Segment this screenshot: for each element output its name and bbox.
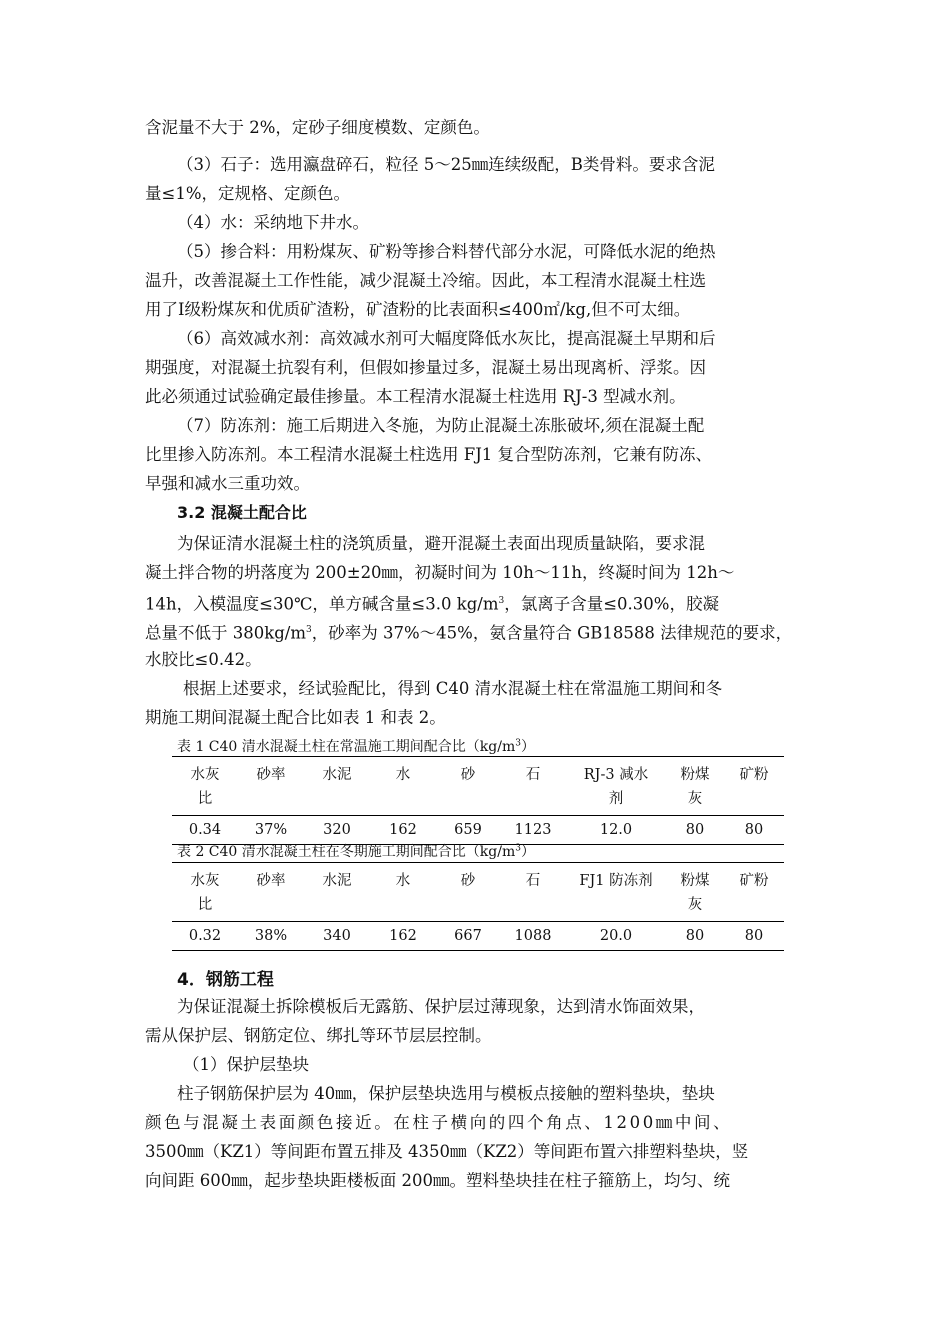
paragraph-antifreeze: （7）防冻剂：施工后期进入冬施，为防止混凝土冻胀破坏,须在混凝土配	[177, 416, 705, 435]
table-2-caption: 表 2 C40 清水混凝土柱在冬期施工期间配合比$(kg/m^3)$	[177, 843, 535, 860]
section-heading-4: 4．钢筋工程	[177, 970, 274, 990]
paragraph-reducer-cont: 此必须通过试验确定最佳掺量。本工程清水混凝土柱选用 RJ-3 型减水剂。	[145, 387, 686, 406]
table-cell: 80	[666, 922, 724, 951]
table-cell: 12.0	[566, 816, 666, 845]
paragraph-cover-block-cont: 3500㎜（KZ1）等间距布置五排及 4350㎜（KZ2）等间距布置六排塑料垫块，竖	[145, 1142, 749, 1161]
table-cell: 667	[436, 922, 500, 951]
header-cell: 砂率	[256, 767, 286, 783]
table-row	[172, 922, 784, 951]
table-cell: 20.0	[566, 922, 666, 951]
header-cell: 水灰 比	[190, 873, 220, 913]
header-cell: 水泥	[322, 767, 352, 783]
paragraph-mix-requirements-cont: 水胶比≤0.42。	[145, 650, 262, 669]
table-header-row	[172, 863, 784, 922]
table-cell: 340	[304, 922, 370, 951]
paragraph-cover-block-cont: 向间距 600㎜，起步垫块距楼板面 200㎜。塑料垫块挂在柱子箍筋上，均匀、统	[145, 1171, 730, 1190]
table-cell: 37%	[238, 816, 304, 845]
table-cell: 80	[724, 922, 784, 951]
table-cell: 162	[370, 922, 436, 951]
paragraph-mix-result-cont: 期施工期间混凝土配合比如表 1 和表 2。	[145, 708, 446, 727]
paragraph-admixture-cont: 温升，改善混凝土工作性能，减少混凝土冷缩。因此，本工程清水混凝土柱选	[145, 271, 706, 290]
table-cell: 1123	[500, 816, 566, 845]
header-cell: 石	[525, 873, 541, 889]
paragraph-mix-requirements-cont: 凝土拌合物的坍落度为 200±20㎜，初凝时间为 10h～11h，终凝时间为 12h～	[145, 563, 735, 582]
table-cell: 80	[724, 816, 784, 845]
paragraph-cover-block-cont: 颜色与混凝土表面颜色接近。在柱子横向的四个角点、1200㎜中间、	[145, 1113, 733, 1132]
paragraph-rebar-intro: 为保证混凝土拆除模板后无露筋、保护层过薄现象，达到清水饰面效果，	[177, 997, 705, 1016]
mix-table-1	[172, 756, 784, 845]
table-cell: 659	[436, 816, 500, 845]
table-cell: 162	[370, 816, 436, 845]
paragraph-reducer: （6）高效减水剂：高效减水剂可大幅度降低水灰比，提高混凝土早期和后	[177, 329, 716, 348]
header-cell: RJ-3 减水 剂	[583, 767, 649, 807]
header-cell: FJ1 防冻剂	[579, 873, 653, 889]
paragraph-stone-cont: 量≤1%，定规格、定颜色。	[145, 184, 351, 203]
paragraph-stone: （3）石子：选用瀛盘碎石，粒径 5～25㎜连续级配，B类骨料。要求含泥	[177, 155, 715, 174]
superscript-3: 3	[498, 596, 505, 606]
header-cell: 水	[395, 873, 411, 889]
table-cell: 38%	[238, 922, 304, 951]
paragraph-admixture: （5）掺合料：用粉煤灰、矿粉等掺合料替代部分水泥，可降低水泥的绝热	[177, 242, 716, 261]
header-cell: 矿粉	[739, 767, 769, 783]
paragraph-rebar-intro-cont: 需从保护层、钢筋定位、绑扎等环节层层控制。	[145, 1026, 492, 1045]
header-cell: 水	[395, 767, 411, 783]
paragraph-sand-end: 含泥量不大于 2%，定砂子细度模数、定颜色。	[145, 118, 490, 137]
header-cell: 砂率	[256, 873, 286, 889]
header-cell: 石	[525, 767, 541, 783]
header-cell: 砂	[460, 767, 476, 783]
paragraph-water: （4）水：采纳地下井水。	[177, 213, 369, 232]
paragraph-cover-block: 柱子钢筋保护层为 40㎜，保护层垫块选用与模板点接触的塑料垫块，垫块	[177, 1084, 715, 1103]
table-cell: 0.34	[172, 816, 238, 845]
table-cell: 1088	[500, 922, 566, 951]
header-cell: 粉煤 灰	[680, 767, 710, 807]
paragraph-admixture-cont: 用了Ⅰ级粉煤灰和优质矿渣粉，矿渣粉的比表面积≤400㎡/kg,但不可太细。	[145, 300, 691, 319]
paragraph-antifreeze-cont: 早强和减水三重功效。	[145, 474, 310, 493]
paragraph-mix-requirements-cont: 14h，入模温度≤30℃，单方碱含量≤3.0 $kg/m^3$，氯离子含量≤0.30%，胶凝	[145, 594, 719, 614]
header-cell: 矿粉	[739, 873, 769, 889]
table-cell: 0.32	[172, 922, 238, 951]
paragraph-mix-requirements: 为保证清水混凝土柱的浇筑质量，避开混凝土表面出现质量缺陷，要求混	[177, 534, 705, 553]
section-heading-3-2: 3.2 混凝土配合比	[177, 503, 307, 522]
table-cell: 80	[666, 816, 724, 845]
paragraph-cover-block-title: （1）保护层垫块	[183, 1055, 309, 1074]
header-cell: 砂	[460, 873, 476, 889]
paragraph-reducer-cont: 期强度，对混凝土抗裂有利，但假如掺量过多，混凝土易出现离析、浮浆。因	[145, 358, 706, 377]
table-cell: 320	[304, 816, 370, 845]
paragraph-mix-requirements-cont: 总量不低于 $380kg/m^3$，砂率为 37%～45%，氨含量符合 GB18588 法律规范的要求，	[145, 623, 793, 643]
header-cell: 水灰 比	[190, 767, 220, 807]
table-1-caption: 表 1 C40 清水混凝土柱在常温施工期间配合比$(kg/m^3)$	[177, 738, 535, 755]
paragraph-antifreeze-cont: 比里掺入防冻剂。本工程清水混凝土柱选用 FJ1 复合型防冻剂，它兼有防冻、	[145, 445, 713, 464]
table-header-row	[172, 757, 784, 816]
header-cell: 水泥	[322, 873, 352, 889]
header-cell: 粉煤 灰	[680, 873, 710, 913]
mix-table-2	[172, 862, 784, 951]
paragraph-mix-result: 根据上述要求，经试验配比，得到 C40 清水混凝土柱在常温施工期间和冬	[183, 679, 723, 698]
superscript-3: 3	[306, 625, 312, 635]
